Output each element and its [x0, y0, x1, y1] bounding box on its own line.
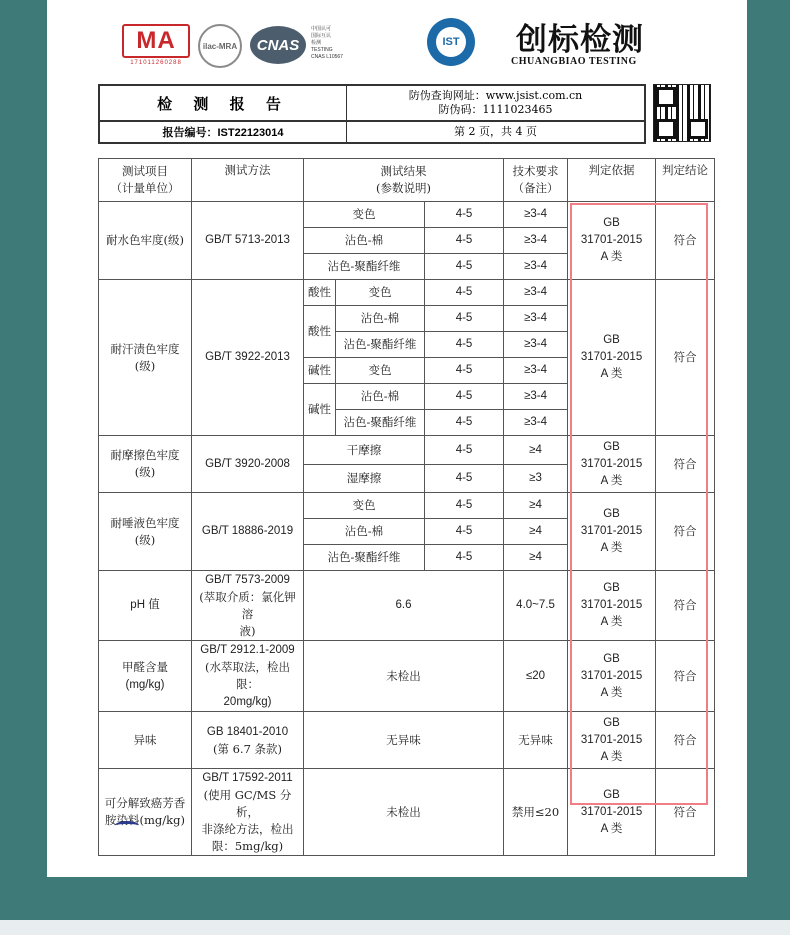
table-row: 碱性 变色 4-5 ≥3-4 [99, 358, 715, 384]
basis-sweat: GB 31701-2015 A 类 [568, 280, 656, 436]
basis-formaldehyde: GB 31701-2015 A 类 [568, 641, 656, 712]
item-saliva: 耐唾液色牢度 (级) [99, 493, 192, 571]
table-row: 耐唾液色牢度 (级) GB/T 18886-2019 变色 4-5 ≥4 GB 31701-2015 A 类 符合 [99, 493, 715, 519]
header-item: 测试项目 （计量单位） [99, 159, 192, 202]
method-formaldehyde: GB/T 2912.1-2009 (水萃取法，检出限： 20mg/kg) [192, 641, 304, 712]
method-water: GB/T 5713-2013 [192, 202, 304, 280]
table-row: 耐汗渍色牢度 (级) GB/T 3922-2013 酸性 变色 4-5 ≥3-4 GB 31701-2015 A 类 符合 [99, 280, 715, 306]
table-row: 沾色-聚酯纤维 4-5 ≥3-4 [99, 254, 715, 280]
table-row: 甲醛含量 (mg/kg) GB/T 2912.1-2009 (水萃取法，检出限： 20mg/kg) 未检出 ≤20 GB 31701-2015 A 类 符合 [99, 641, 715, 712]
item-water: 耐水色牢度(级) [99, 202, 192, 280]
item-azo: 可分解致癌芳香 胺染料(mg/kg) [99, 769, 192, 856]
table-row: 沾色-聚酯纤维 4-5 ≥4 [99, 545, 715, 571]
header-result: 测试结果 (参数说明) [304, 159, 504, 202]
header-conclusion: 判定结论 [656, 159, 715, 202]
table-row: 湿摩擦 4-5 ≥3 [99, 465, 715, 493]
ilac-mra-logo: ilac-MRA [198, 24, 242, 68]
method-saliva: GB/T 18886-2019 [192, 493, 304, 571]
method-rub: GB/T 3920-2008 [192, 436, 304, 493]
table-row: 沾色-聚酯纤维 4-5 ≥3-4 [99, 410, 715, 436]
cnas-caption: 中国认可 国际互认 检测 TESTING CNAS L10567 [311, 26, 343, 60]
method-sweat: GB/T 3922-2013 [192, 280, 304, 436]
basis-azo: GB 31701-2015 A 类 [568, 769, 656, 856]
item-sweat: 耐汗渍色牢度 (级) [99, 280, 192, 436]
conclusion-saliva: 符合 [656, 493, 715, 571]
cma-logo: MA 171011260288 [122, 24, 190, 66]
report-header [98, 84, 646, 144]
cma-number: 171011260288 [130, 60, 182, 66]
qr-code [653, 84, 711, 142]
header-method: 测试方法 [192, 159, 304, 202]
table-row: 可分解致癌芳香 胺染料(mg/kg) GB/T 17592-2011 (使用 GC/MS 分析， 非涤纶方法，检出 限：5mg/kg) 未检出 禁用≤20 GB 31701-2015 A 类 符合 [99, 769, 715, 856]
cnas-logo: CNAS [250, 26, 306, 64]
item-rub: 耐摩擦色牢度 (级) [99, 436, 192, 493]
page-indicator: 第 2 页，共 4 页 [454, 125, 537, 138]
item-odor: 异味 [99, 712, 192, 769]
table-row: 耐摩擦色牢度 (级) GB/T 3920-2008 干摩擦 4-5 ≥4 GB 31701-2015 A 类 符合 [99, 436, 715, 465]
conclusion-formaldehyde: 符合 [656, 641, 715, 712]
basis-ph: GB 31701-2015 A 类 [568, 571, 656, 641]
test-results-table [98, 158, 715, 856]
header-basis: 判定依据 [568, 159, 656, 202]
table-row: 酸性 沾色-棉 4-5 ≥3-4 [99, 306, 715, 332]
table-row: pH 值 GB/T 7573-2009 (萃取介质：氯化钾溶 液) 6.6 4.0~7.5 GB 31701-2015 A 类 符合 [99, 571, 715, 641]
method-ph: GB/T 7573-2009 (萃取介质：氯化钾溶 液) [192, 571, 304, 641]
basis-water: GB 31701-2015 A 类 [568, 202, 656, 280]
basis-rub: GB 31701-2015 A 类 [568, 436, 656, 493]
item-formaldehyde: 甲醛含量 (mg/kg) [99, 641, 192, 712]
table-row: 耐水色牢度(级) GB/T 5713-2013 变色 4-5 ≥3-4 GB 31701-2015 A 类 符合 [99, 202, 715, 228]
conclusion-ph: 符合 [656, 571, 715, 641]
basis-saliva: GB 31701-2015 A 类 [568, 493, 656, 571]
table-row: 沾色-棉 4-5 ≥4 [99, 519, 715, 545]
table-row: 碱性 沾色-棉 4-5 ≥3-4 [99, 384, 715, 410]
query-url: 防伪查询网址：www.jsist.com.cn [408, 89, 583, 102]
report-title: 检 测 报 告 [157, 94, 289, 113]
brand-name-cn: 创标检测 [516, 22, 644, 58]
method-azo: GB/T 17592-2011 (使用 GC/MS 分析， 非涤纶方法，检出 限：5mg/kg) [192, 769, 304, 856]
table-header-row [99, 159, 715, 202]
conclusion-water: 符合 [656, 202, 715, 280]
ist-logo: IST [427, 18, 475, 66]
item-ph: pH 值 [99, 571, 192, 641]
anti-fake-code: 防伪码：1111023465 [438, 103, 553, 116]
seal-stamp [115, 821, 139, 830]
table-row: 沾色-聚酯纤维 4-5 ≥3-4 [99, 332, 715, 358]
brand-name-en: CHUANGBIAO TESTING [511, 56, 637, 67]
basis-odor: GB 31701-2015 A 类 [568, 712, 656, 769]
conclusion-azo: 符合 [656, 769, 715, 856]
table-row: 异味 GB 18401-2010 (第 6.7 条款) 无异味 无异味 GB 31701-2015 A 类 符合 [99, 712, 715, 769]
table-row: 沾色-棉 4-5 ≥3-4 [99, 228, 715, 254]
header-requirement: 技术要求 （备注） [504, 159, 568, 202]
conclusion-sweat: 符合 [656, 280, 715, 436]
conclusion-odor: 符合 [656, 712, 715, 769]
conclusion-rub: 符合 [656, 436, 715, 493]
report-number: 报告编号：IST22123014 [162, 127, 284, 139]
method-odor: GB 18401-2010 (第 6.7 条款) [192, 712, 304, 769]
